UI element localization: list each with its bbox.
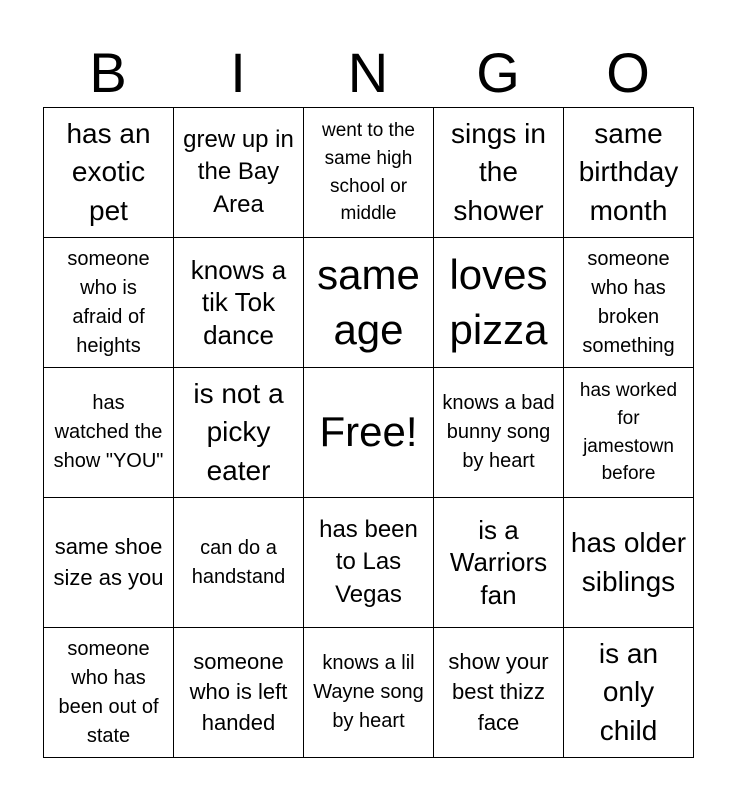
bingo-cell[interactable] [174, 108, 304, 238]
bingo-cell[interactable] [564, 238, 694, 368]
cell-text: is not a picky eater [193, 377, 284, 486]
cell-text: has older siblings [570, 526, 687, 597]
bingo-cell[interactable] [564, 628, 694, 758]
cell-text: knows a tik Tok dance [190, 254, 287, 350]
bingo-cell[interactable] [44, 108, 174, 238]
cell-text: someone who has broken something [582, 247, 675, 357]
header-letter-n: N [347, 41, 389, 104]
cell-text: loves pizza [449, 250, 548, 353]
bingo-cell[interactable] [304, 238, 434, 368]
header-letter-i: I [230, 41, 246, 104]
cell-text: someone who is left handed [189, 648, 288, 735]
bingo-cell[interactable] [44, 628, 174, 758]
bingo-cell[interactable] [304, 108, 434, 238]
bingo-cell[interactable] [564, 498, 694, 628]
cell-text: someone who is afraid of heights [67, 247, 150, 357]
bingo-cell[interactable] [174, 368, 304, 498]
bingo-cell[interactable] [434, 108, 564, 238]
cell-text: has watched the show "YOU" [53, 392, 164, 472]
cell-text: went to the same high school or middle [322, 120, 415, 225]
cell-text: has worked for jamestown before [579, 380, 678, 485]
cell-text: sings in the shower [451, 117, 546, 226]
cell-text: is an only child [598, 637, 659, 746]
free-space[interactable] [304, 368, 434, 498]
cell-text: has an exotic pet [66, 117, 151, 226]
cell-text: is a Warriors fan [449, 514, 548, 610]
cell-text: same age [317, 250, 420, 353]
bingo-cell[interactable] [304, 498, 434, 628]
bingo-cell[interactable] [174, 238, 304, 368]
cell-text: has been to Las Vegas [319, 515, 418, 608]
cell-text: show your best thizz face [448, 648, 549, 735]
bingo-cell[interactable] [174, 628, 304, 758]
header-letter-g: G [476, 41, 520, 104]
bingo-cell[interactable] [564, 108, 694, 238]
bingo-board [43, 107, 694, 758]
bingo-cell[interactable] [434, 628, 564, 758]
cell-text: same shoe size as you [53, 534, 164, 590]
header-letter-o: O [606, 41, 650, 104]
cell-text: same birthday month [578, 117, 679, 226]
bingo-cell[interactable] [564, 368, 694, 498]
bingo-cell[interactable] [434, 238, 564, 368]
bingo-cell[interactable] [44, 368, 174, 498]
bingo-cell[interactable] [174, 498, 304, 628]
bingo-cell[interactable] [434, 368, 564, 498]
cell-text: can do a handstand [191, 536, 286, 588]
cell-text: knows a lil Wayne song by heart [313, 652, 424, 732]
bingo-header [43, 40, 693, 106]
bingo-cell[interactable] [304, 628, 434, 758]
bingo-cell[interactable] [44, 238, 174, 368]
bingo-cell[interactable] [44, 498, 174, 628]
header-letter-b: B [89, 41, 127, 104]
bingo-cell[interactable] [434, 498, 564, 628]
cell-text: someone who has been out of state [58, 637, 159, 747]
cell-text: knows a bad bunny song by heart [442, 392, 555, 472]
cell-text: grew up in the Bay Area [183, 125, 294, 218]
free-space-text: Free! [319, 408, 418, 456]
